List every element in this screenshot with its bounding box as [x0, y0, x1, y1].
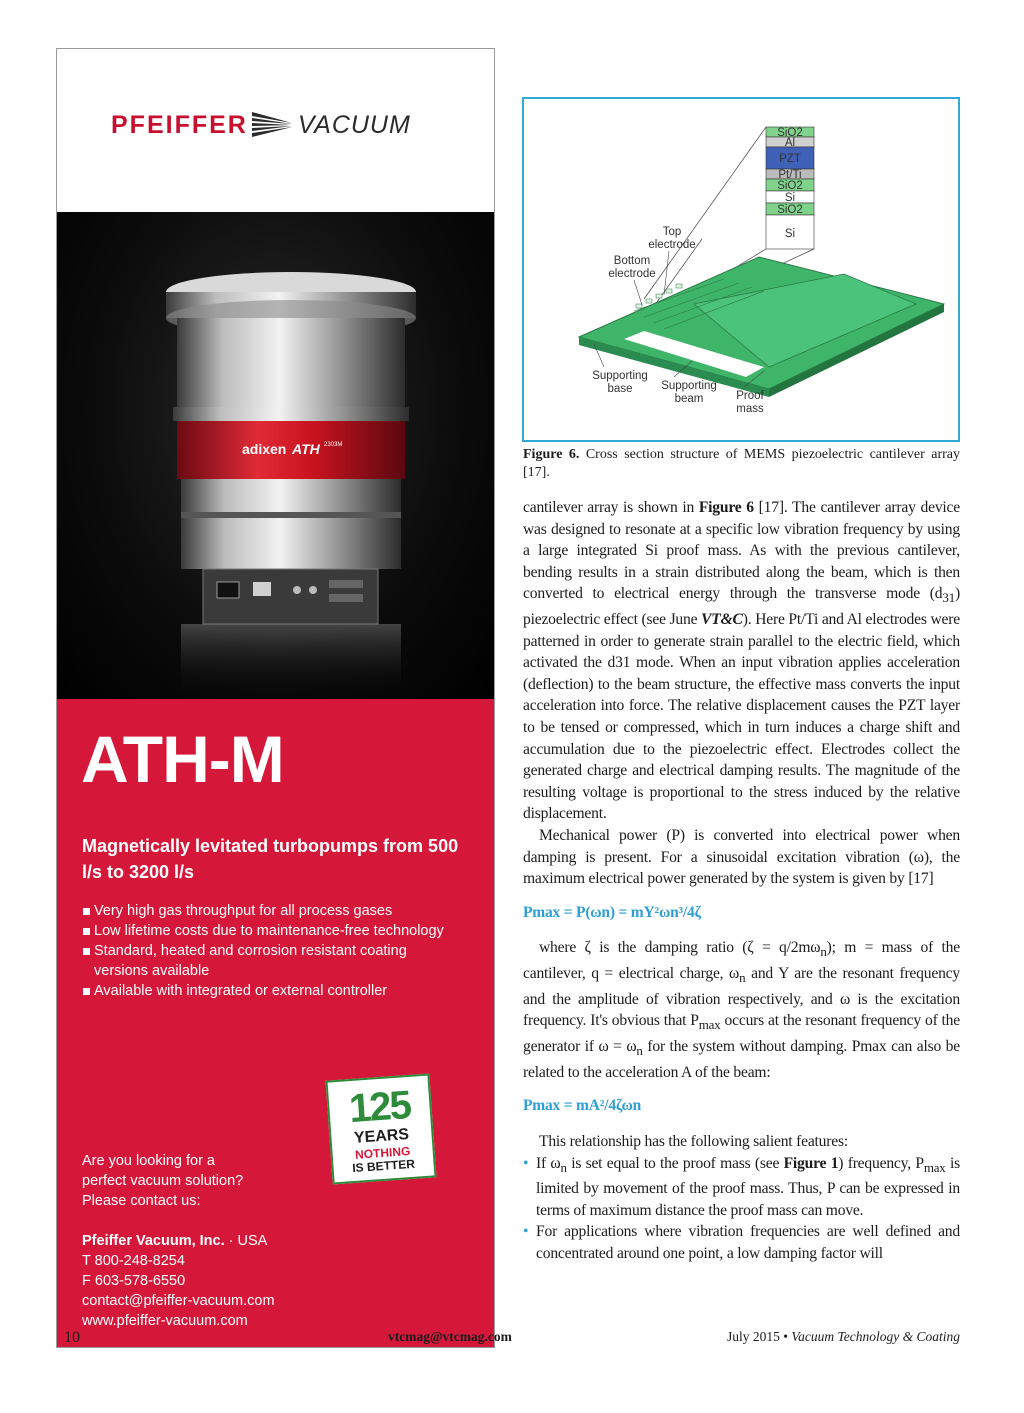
caption-text: Cross section structure of MEMS piezoelectric cantilever array [17].	[523, 447, 960, 480]
layer-label: Pt/Ti	[778, 169, 802, 181]
label-supporting-beam: Supporting	[661, 380, 717, 392]
label-proof-mass: Proof	[736, 390, 764, 402]
footer-issue-line	[727, 1329, 960, 1345]
product-tagline: Magnetically levitated turbopumps from 500 l/s to 3200 l/s	[82, 836, 459, 882]
contact-spacer	[82, 1211, 342, 1231]
text-run: occurs at the resonant frequency of the generator if ω = ω	[523, 1012, 960, 1056]
contact-question: perfect vacuum solution?	[82, 1173, 244, 1189]
page-number: 10	[64, 1329, 80, 1346]
layer-stack	[766, 127, 814, 249]
text-run: ) frequency, P	[838, 1154, 924, 1172]
article-column	[523, 497, 960, 1265]
text-run: If ω	[536, 1154, 561, 1172]
text-run: is limited by movement of the proof mass. Thus, P can be expressed in terms of maximum distance the proof mass can move.	[536, 1154, 961, 1219]
subscript: n	[739, 970, 746, 986]
subscript: 31	[942, 590, 955, 606]
badge-number: 125	[347, 1082, 412, 1132]
magazine-reference: VT&C	[701, 611, 743, 629]
layer-label: Si	[784, 228, 796, 240]
contact-phone: T 800-248-8254	[82, 1253, 185, 1269]
caption-label: Figure 6.	[523, 447, 580, 462]
contact-block	[82, 1151, 342, 1331]
figure-6-caption	[523, 446, 960, 482]
pump-model-label: ATH	[292, 441, 320, 457]
ad-red-panel	[57, 699, 494, 1348]
text-run: for the system without damping. Pmax can also be related to the acceleration A of the beam:	[523, 1038, 961, 1081]
pfeiffer-vacuum-logo	[111, 105, 411, 145]
label-supporting-base: Supporting	[592, 370, 648, 382]
company-name: Pfeiffer Vacuum, Inc.	[82, 1233, 225, 1249]
badge-is-better: IS BETTER	[351, 1156, 416, 1176]
label-supporting-base: base	[607, 383, 633, 395]
label-bottom-electrode: Bottom	[613, 255, 651, 267]
feature-list	[82, 901, 462, 1001]
ad-logo-area	[57, 49, 494, 212]
feature-item: Very high gas throughput for all process gases	[82, 901, 462, 921]
features-bullet-list	[523, 1153, 960, 1265]
paragraph	[523, 497, 960, 825]
label-top-electrode: Top	[662, 226, 682, 238]
text-run: cantilever array is shown in	[523, 499, 699, 516]
subscript: n	[560, 1159, 567, 1175]
footer-email-link[interactable]: vtcmag@vtcmag.com	[388, 1329, 512, 1344]
layer-label: SiO2	[777, 127, 803, 139]
contact-question: Are you looking for a	[82, 1153, 215, 1169]
label-proof-mass: mass	[736, 403, 764, 415]
company-country: · USA	[224, 1233, 268, 1249]
equation-pmax: Pmax = P(ωn) = mY²ωn³/4ζ	[523, 903, 701, 921]
subscript: max	[698, 1017, 721, 1033]
layer-label: SiO2	[777, 204, 803, 216]
contact-question: Please contact us:	[82, 1193, 201, 1209]
text-run: where ζ is the damping ratio (ζ = q/2mω	[539, 939, 821, 957]
figure-reference: Figure 6	[698, 499, 754, 516]
logo-text-pfeiffer: PFEIFFER	[111, 110, 248, 139]
issue-date: July 2015	[727, 1329, 780, 1344]
paragraph	[523, 937, 960, 1083]
logo-swoosh-icon	[252, 110, 294, 140]
text-run: [17]. The cantilever array device was designed to resonate at a specific low vibration frequency by using a large integrated Si proof mass. As with the previous cantilever, bending results in a strain distributed along the beam, which is then converted to electrical energy through the transverse mode (d	[523, 499, 960, 603]
subscript: n	[636, 1043, 643, 1059]
turbopump-illustration	[57, 212, 494, 699]
contact-company-line	[82, 1231, 342, 1251]
contact-website-link[interactable]: www.pfeiffer-vacuum.com	[82, 1313, 248, 1329]
text-run: ); m = mass of the cantilever, q = electrical charge, ω	[523, 939, 960, 983]
logo-text-vacuum: VACUUM	[297, 110, 411, 139]
label-supporting-beam: beam	[674, 393, 704, 405]
contact-email-link[interactable]: contact@pfeiffer-vacuum.com	[82, 1293, 275, 1309]
pump-model-sub-label: 2303M	[324, 442, 343, 448]
text-run: is set equal to the proof mass (see	[566, 1154, 784, 1172]
contact-fax[interactable]: F 603-578-6550	[82, 1273, 186, 1289]
separator: •	[779, 1329, 792, 1344]
equation-pmax-acceleration: Pmax = mA²/4ζωn	[523, 1097, 642, 1115]
paragraph: Mechanical power (P) is converted into electrical power when damping is present. For a sinusoidal excitation vibration (ω), the maximum electrical power generated by the system is given by [17]	[523, 827, 960, 888]
product-name: ATH-M	[81, 722, 284, 796]
pfeiffer-advertisement	[56, 48, 495, 1348]
label-top-electrode: electrode	[648, 239, 696, 251]
layer-label: Si	[784, 192, 796, 204]
layer-label: PZT	[779, 153, 801, 165]
badge-nothing: NOTHING	[354, 1144, 411, 1162]
badge-years: YEARS	[353, 1126, 410, 1147]
figure-6-box	[522, 97, 960, 442]
layer-label: Al	[784, 137, 796, 149]
paragraph: This relationship has the following salient features:	[539, 1132, 848, 1150]
text-run: ) piezoelectric effect (see June	[523, 585, 960, 629]
mems-cantilever-diagram	[524, 99, 958, 440]
125-years-badge	[325, 1073, 436, 1184]
layer-label: SiO2	[777, 180, 803, 192]
pump-brand-label: adixen	[242, 441, 287, 457]
turbopump-photo	[57, 212, 494, 699]
subscript: n	[820, 944, 827, 960]
text-run: ). Here Pt/Ti and Al electrodes were patterned in order to generate strain parallel to the electric field, which activated the d31 mode. When an input vibration applies acceleration (deflection) to the beam structure, the effective mass converts the input acceleration into force. The relative displacement causes the PZT layer to be tensed or compressed, which in turn induces a charge shift and accumulation due to the piezoelectric effect. Electrodes collect the generated charge and electrical damping results. The magnitude of the resulting voltage is proportional to the stress induced by the relative displacement.	[523, 611, 960, 823]
feature-item: Low lifetime costs due to maintenance-free technology	[82, 921, 462, 941]
bullet-item: • For applications where vibration frequencies are well defined and concentrated around one point, a low damping factor will	[523, 1221, 960, 1264]
subscript: max	[923, 1159, 946, 1175]
label-bottom-electrode: electrode	[608, 268, 656, 280]
text-run: and Y are the resonant frequency and the amplitude of vibration respectively, and ω is the excitation frequency. It's obvious that P	[523, 965, 960, 1030]
feature-item: Standard, heated and corrosion resistant coating versions available	[82, 941, 462, 981]
journal-name: Vacuum Technology & Coating	[791, 1329, 960, 1344]
bullet-item	[523, 1153, 960, 1222]
feature-item: Available with integrated or external controller	[82, 981, 462, 1001]
figure-reference: Figure 1	[783, 1154, 839, 1172]
